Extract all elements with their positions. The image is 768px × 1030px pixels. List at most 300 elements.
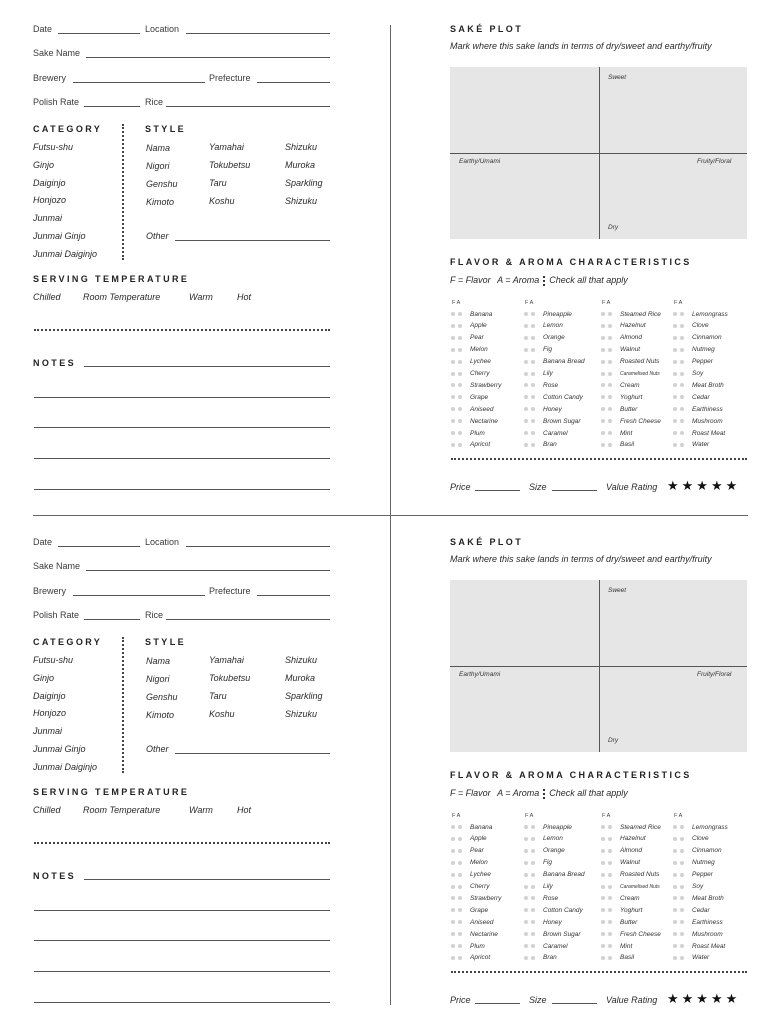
aroma-checkbox[interactable] bbox=[531, 419, 535, 423]
style-option[interactable]: Nigori bbox=[146, 161, 170, 171]
size-label: Size bbox=[529, 482, 547, 492]
flavor-checkbox[interactable] bbox=[673, 372, 677, 376]
aroma-checkbox[interactable] bbox=[608, 372, 612, 376]
aroma-checkbox[interactable] bbox=[608, 312, 612, 316]
aroma-checkbox[interactable] bbox=[458, 873, 462, 877]
aroma-checkbox[interactable] bbox=[531, 348, 535, 352]
flavor-checkbox[interactable] bbox=[451, 360, 455, 364]
aroma-checkbox[interactable] bbox=[458, 372, 462, 376]
style-option[interactable]: Shizuku bbox=[285, 709, 318, 719]
flavor-checkbox[interactable] bbox=[673, 873, 677, 877]
flavor-checkbox[interactable] bbox=[524, 956, 528, 960]
flavor-aroma-label: Caramel bbox=[543, 942, 568, 950]
flavor-aroma-item bbox=[673, 391, 710, 403]
flavor-checkbox[interactable] bbox=[524, 324, 528, 328]
aroma-checkbox[interactable] bbox=[680, 920, 684, 924]
polish-rate-field[interactable] bbox=[84, 619, 140, 620]
flavor-aroma-item bbox=[673, 869, 713, 881]
style-option[interactable]: Yamahai bbox=[209, 142, 244, 152]
category-separator bbox=[122, 124, 124, 260]
category-option[interactable]: Futsu-shu bbox=[33, 655, 74, 665]
aroma-checkbox[interactable] bbox=[458, 407, 462, 411]
style-option[interactable]: Muroka bbox=[285, 160, 316, 170]
aroma-checkbox[interactable] bbox=[680, 956, 684, 960]
flavor-checkbox[interactable] bbox=[601, 849, 605, 853]
category-option[interactable]: Junmai Ginjo bbox=[33, 231, 86, 241]
style-option[interactable]: Nigori bbox=[146, 674, 170, 684]
date-field[interactable] bbox=[58, 546, 140, 547]
flavor-checkbox[interactable] bbox=[524, 896, 528, 900]
flavor-checkbox[interactable] bbox=[451, 348, 455, 352]
flavor-checkbox[interactable] bbox=[451, 419, 455, 423]
flavor-checkbox[interactable] bbox=[451, 372, 455, 376]
sake-plot-area[interactable] bbox=[450, 67, 747, 239]
notes-line[interactable] bbox=[34, 397, 330, 398]
sake-name-field[interactable] bbox=[86, 57, 330, 58]
aroma-checkbox[interactable] bbox=[458, 849, 462, 853]
style-option[interactable]: Muroka bbox=[285, 673, 316, 683]
category-option[interactable]: Daiginjo bbox=[33, 690, 66, 701]
flavor-checkbox[interactable] bbox=[524, 861, 528, 865]
aroma-checkbox[interactable] bbox=[531, 443, 535, 447]
aroma-checkbox[interactable] bbox=[458, 956, 462, 960]
flavor-checkbox[interactable] bbox=[601, 383, 605, 387]
flavor-checkbox[interactable] bbox=[673, 837, 677, 841]
aroma-checkbox[interactable] bbox=[680, 419, 684, 423]
flavor-checkbox[interactable] bbox=[601, 861, 605, 865]
flavor-checkbox[interactable] bbox=[451, 443, 455, 447]
aroma-checkbox[interactable] bbox=[608, 956, 612, 960]
flavor-aroma-label: Lychee bbox=[470, 358, 491, 366]
style-option[interactable]: Genshu bbox=[146, 179, 178, 189]
aroma-checkbox[interactable] bbox=[608, 360, 612, 364]
flavor-aroma-item bbox=[451, 415, 498, 427]
aroma-checkbox[interactable] bbox=[458, 825, 462, 829]
flavor-aroma-label: Walnut bbox=[620, 346, 641, 354]
aroma-checkbox[interactable] bbox=[680, 348, 684, 352]
serving-hot[interactable]: Hot bbox=[237, 292, 252, 302]
flavor-checkbox[interactable] bbox=[673, 849, 677, 853]
flavor-checkbox[interactable] bbox=[451, 885, 455, 889]
flavor-checkbox[interactable] bbox=[451, 920, 455, 924]
flavor-checkbox[interactable] bbox=[451, 395, 455, 399]
category-option[interactable]: Ginjo bbox=[33, 159, 55, 170]
aroma-checkbox[interactable] bbox=[608, 336, 612, 340]
flavor-checkbox[interactable] bbox=[601, 908, 605, 912]
aroma-checkbox[interactable] bbox=[458, 395, 462, 399]
aroma-checkbox[interactable] bbox=[608, 849, 612, 853]
flavor-checkbox[interactable] bbox=[451, 825, 455, 829]
polish-rate-field[interactable] bbox=[84, 106, 140, 107]
category-option[interactable]: Junmai bbox=[33, 726, 63, 737]
flavor-checkbox[interactable] bbox=[673, 419, 677, 423]
aroma-checkbox[interactable] bbox=[680, 873, 684, 877]
flavor-checkbox[interactable] bbox=[601, 956, 605, 960]
flavor-aroma-item bbox=[451, 857, 488, 869]
aroma-checkbox[interactable] bbox=[531, 885, 535, 889]
aroma-checkbox[interactable] bbox=[458, 932, 462, 936]
aroma-checkbox[interactable] bbox=[531, 383, 535, 387]
flavor-checkbox[interactable] bbox=[524, 849, 528, 853]
style-option[interactable]: Kimoto bbox=[146, 197, 175, 207]
aroma-checkbox[interactable] bbox=[458, 431, 462, 435]
aroma-checkbox[interactable] bbox=[680, 395, 684, 399]
aroma-checkbox[interactable] bbox=[531, 956, 535, 960]
flavor-checkbox[interactable] bbox=[673, 861, 677, 865]
aroma-checkbox[interactable] bbox=[608, 395, 612, 399]
aroma-checkbox[interactable] bbox=[680, 885, 684, 889]
flavor-checkbox[interactable] bbox=[673, 431, 677, 435]
flavor-checkbox[interactable] bbox=[451, 932, 455, 936]
aroma-checkbox[interactable] bbox=[608, 348, 612, 352]
aroma-checkbox[interactable] bbox=[608, 383, 612, 387]
style-option[interactable]: Shizuku bbox=[285, 196, 318, 206]
flavor-aroma-label: Strawberry bbox=[470, 381, 502, 389]
prefecture-field[interactable] bbox=[257, 82, 330, 83]
aroma-checkbox[interactable] bbox=[458, 360, 462, 364]
flavor-checkbox[interactable] bbox=[524, 908, 528, 912]
flavor-checkbox[interactable] bbox=[673, 360, 677, 364]
flavor-checkbox[interactable] bbox=[673, 956, 677, 960]
flavor-checkbox[interactable] bbox=[673, 908, 677, 912]
flavor-checkbox[interactable] bbox=[451, 849, 455, 853]
aroma-checkbox[interactable] bbox=[531, 932, 535, 936]
prefecture-field[interactable] bbox=[257, 595, 330, 596]
aroma-checkbox[interactable] bbox=[680, 908, 684, 912]
aroma-checkbox[interactable] bbox=[608, 825, 612, 829]
flavor-checkbox[interactable] bbox=[524, 383, 528, 387]
aroma-checkbox[interactable] bbox=[608, 932, 612, 936]
flavor-checkbox[interactable] bbox=[673, 383, 677, 387]
aroma-checkbox[interactable] bbox=[531, 837, 535, 841]
aroma-checkbox[interactable] bbox=[608, 885, 612, 889]
flavor-checkbox[interactable] bbox=[601, 419, 605, 423]
category-option[interactable]: Junmai bbox=[33, 213, 63, 224]
rice-label: Rice bbox=[145, 97, 164, 107]
flavor-checkbox[interactable] bbox=[601, 896, 605, 900]
style-option[interactable]: Shizuku bbox=[285, 142, 318, 152]
notes-line[interactable] bbox=[34, 427, 330, 428]
polish-rate-label: Polish Rate bbox=[33, 97, 80, 107]
flavor-checkbox[interactable] bbox=[524, 932, 528, 936]
category-option[interactable]: Ginjo bbox=[33, 672, 55, 683]
aroma-checkbox[interactable] bbox=[458, 896, 462, 900]
aroma-checkbox[interactable] bbox=[608, 908, 612, 912]
aroma-checkbox[interactable] bbox=[680, 825, 684, 829]
value-rating-label: Value Rating bbox=[606, 995, 658, 1005]
style-option[interactable]: Genshu bbox=[146, 692, 178, 702]
aroma-checkbox[interactable] bbox=[680, 312, 684, 316]
aroma-checkbox[interactable] bbox=[608, 944, 612, 948]
style-option[interactable]: Koshu bbox=[209, 709, 235, 719]
category-option[interactable]: Honjozo bbox=[33, 195, 67, 206]
notes-line[interactable] bbox=[84, 366, 330, 367]
flavor-checkbox[interactable] bbox=[524, 825, 528, 829]
aroma-checkbox[interactable] bbox=[680, 896, 684, 900]
aroma-checkbox[interactable] bbox=[458, 885, 462, 889]
flavor-checkbox[interactable] bbox=[524, 395, 528, 399]
serving-room-temperature[interactable]: Room Temperature bbox=[83, 292, 161, 302]
aroma-checkbox[interactable] bbox=[608, 873, 612, 877]
aroma-checkbox[interactable] bbox=[531, 324, 535, 328]
notes-line[interactable] bbox=[34, 940, 330, 941]
aroma-checkbox[interactable] bbox=[458, 944, 462, 948]
flavor-aroma-item bbox=[524, 368, 553, 380]
flavor-checkbox[interactable] bbox=[524, 431, 528, 435]
flavor-checkbox[interactable] bbox=[673, 932, 677, 936]
serving-warm[interactable]: Warm bbox=[189, 292, 213, 302]
style-option[interactable]: Nama bbox=[146, 656, 171, 666]
flavor-checkbox[interactable] bbox=[601, 407, 605, 411]
aroma-checkbox[interactable] bbox=[680, 443, 684, 447]
flavor-checkbox[interactable] bbox=[524, 873, 528, 877]
rice-field[interactable] bbox=[166, 106, 330, 107]
style-option[interactable]: Taru bbox=[209, 691, 227, 701]
aroma-checkbox[interactable] bbox=[531, 312, 535, 316]
category-heading: CATEGORY bbox=[33, 124, 103, 134]
flavor-checkbox[interactable] bbox=[601, 324, 605, 328]
notes-line[interactable] bbox=[84, 879, 330, 880]
serving-hot[interactable]: Hot bbox=[237, 805, 252, 815]
flavor-checkbox[interactable] bbox=[601, 885, 605, 889]
aroma-checkbox[interactable] bbox=[531, 920, 535, 924]
aroma-checkbox[interactable] bbox=[458, 312, 462, 316]
style-heading: STYLE bbox=[145, 637, 187, 647]
notes-line[interactable] bbox=[34, 458, 330, 459]
flavor-checkbox[interactable] bbox=[673, 443, 677, 447]
flavor-checkbox[interactable] bbox=[524, 944, 528, 948]
serving-chilled[interactable]: Chilled bbox=[33, 805, 61, 815]
rice-field[interactable] bbox=[166, 619, 330, 620]
aroma-checkbox[interactable] bbox=[680, 431, 684, 435]
aroma-checkbox[interactable] bbox=[531, 372, 535, 376]
aroma-checkbox[interactable] bbox=[608, 896, 612, 900]
flavor-checkbox[interactable] bbox=[451, 896, 455, 900]
flavor-checkbox[interactable] bbox=[524, 920, 528, 924]
flavor-checkbox[interactable] bbox=[524, 419, 528, 423]
flavor-checkbox[interactable] bbox=[451, 324, 455, 328]
aroma-checkbox[interactable] bbox=[531, 395, 535, 399]
notes-line[interactable] bbox=[34, 910, 330, 911]
style-option[interactable]: Tokubetsu bbox=[209, 673, 251, 683]
aroma-checkbox[interactable] bbox=[680, 324, 684, 328]
aroma-checkbox[interactable] bbox=[608, 837, 612, 841]
style-option[interactable]: Koshu bbox=[209, 196, 235, 206]
notes-line[interactable] bbox=[34, 971, 330, 972]
flavor-checkbox[interactable] bbox=[451, 873, 455, 877]
value-rating-stars[interactable]: ★★★★★ bbox=[667, 478, 741, 493]
aroma-checkbox[interactable] bbox=[531, 407, 535, 411]
flavor-checkbox[interactable] bbox=[601, 431, 605, 435]
brewery-field[interactable] bbox=[73, 82, 205, 83]
flavor-checkbox[interactable] bbox=[451, 944, 455, 948]
aroma-checkbox[interactable] bbox=[680, 336, 684, 340]
style-option[interactable]: Shizuku bbox=[285, 655, 318, 665]
flavor-checkbox[interactable] bbox=[601, 932, 605, 936]
flavor-aroma-item bbox=[673, 415, 723, 427]
flavor-checkbox[interactable] bbox=[524, 372, 528, 376]
location-field[interactable] bbox=[186, 546, 330, 547]
style-option[interactable]: Nama bbox=[146, 143, 171, 153]
aroma-checkbox[interactable] bbox=[680, 944, 684, 948]
style-other-field[interactable] bbox=[175, 753, 330, 754]
flavor-checkbox[interactable] bbox=[451, 336, 455, 340]
aroma-checkbox[interactable] bbox=[458, 419, 462, 423]
flavor-checkbox[interactable] bbox=[601, 372, 605, 376]
aroma-checkbox[interactable] bbox=[680, 407, 684, 411]
flavor-legend bbox=[450, 275, 628, 286]
flavor-aroma-label: Mint bbox=[620, 429, 633, 437]
notes-heading: NOTES bbox=[33, 358, 77, 368]
category-option[interactable]: Futsu-shu bbox=[33, 142, 74, 152]
flavor-checkbox[interactable] bbox=[524, 837, 528, 841]
sake-name-field[interactable] bbox=[86, 570, 330, 571]
aroma-checkbox[interactable] bbox=[608, 419, 612, 423]
style-option[interactable]: Taru bbox=[209, 178, 227, 188]
sake-plot-area[interactable] bbox=[450, 580, 747, 752]
legend-separator bbox=[543, 276, 545, 286]
aroma-checkbox[interactable] bbox=[531, 336, 535, 340]
size-field[interactable] bbox=[552, 490, 597, 491]
flavor-checkbox[interactable] bbox=[451, 383, 455, 387]
aroma-checkbox[interactable] bbox=[458, 443, 462, 447]
flavor-checkbox[interactable] bbox=[673, 312, 677, 316]
flavor-checkbox[interactable] bbox=[451, 312, 455, 316]
date-field[interactable] bbox=[58, 33, 140, 34]
aroma-checkbox[interactable] bbox=[680, 861, 684, 865]
aroma-checkbox[interactable] bbox=[531, 908, 535, 912]
flavor-checkbox[interactable] bbox=[601, 920, 605, 924]
category-option[interactable]: Junmai Daiginjo bbox=[33, 761, 98, 772]
aroma-checkbox[interactable] bbox=[458, 837, 462, 841]
flavor-checkbox[interactable] bbox=[524, 312, 528, 316]
flavor-checkbox[interactable] bbox=[601, 825, 605, 829]
flavor-checkbox[interactable] bbox=[601, 837, 605, 841]
aroma-checkbox[interactable] bbox=[680, 837, 684, 841]
aroma-checkbox[interactable] bbox=[608, 407, 612, 411]
notes-line[interactable] bbox=[34, 1002, 330, 1003]
flavor-checkbox[interactable] bbox=[451, 908, 455, 912]
aroma-checkbox[interactable] bbox=[531, 431, 535, 435]
flavor-checkbox[interactable] bbox=[673, 324, 677, 328]
flavor-checkbox[interactable] bbox=[673, 944, 677, 948]
aroma-checkbox[interactable] bbox=[608, 920, 612, 924]
size-field[interactable] bbox=[552, 1003, 597, 1004]
aroma-checkbox[interactable] bbox=[531, 944, 535, 948]
flavor-checkbox[interactable] bbox=[524, 443, 528, 447]
style-other-field[interactable] bbox=[175, 240, 330, 241]
aroma-checkbox[interactable] bbox=[680, 372, 684, 376]
aroma-checkbox[interactable] bbox=[608, 861, 612, 865]
flavor-checkbox[interactable] bbox=[673, 348, 677, 352]
aroma-checkbox[interactable] bbox=[458, 861, 462, 865]
flavor-checkbox[interactable] bbox=[601, 348, 605, 352]
style-option[interactable]: Yamahai bbox=[209, 655, 244, 665]
flavor-checkbox[interactable] bbox=[601, 312, 605, 316]
flavor-checkbox[interactable] bbox=[601, 360, 605, 364]
flavor-checkbox[interactable] bbox=[451, 956, 455, 960]
prefecture-label: Prefecture bbox=[209, 73, 251, 83]
flavor-aroma-label: Roasted Nuts bbox=[620, 358, 660, 366]
flavor-checkbox[interactable] bbox=[451, 431, 455, 435]
aroma-checkbox[interactable] bbox=[531, 896, 535, 900]
location-field[interactable] bbox=[186, 33, 330, 34]
aroma-checkbox[interactable] bbox=[531, 825, 535, 829]
aroma-checkbox[interactable] bbox=[608, 324, 612, 328]
serving-warm[interactable]: Warm bbox=[189, 805, 213, 815]
category-option[interactable]: Junmai Daiginjo bbox=[33, 248, 98, 259]
flavor-checkbox[interactable] bbox=[673, 825, 677, 829]
style-option[interactable]: Sparkling bbox=[285, 178, 323, 188]
aroma-checkbox[interactable] bbox=[531, 861, 535, 865]
aroma-checkbox[interactable] bbox=[458, 383, 462, 387]
category-option[interactable]: Honjozo bbox=[33, 708, 67, 719]
aroma-checkbox[interactable] bbox=[458, 336, 462, 340]
aroma-checkbox[interactable] bbox=[458, 920, 462, 924]
flavor-checkbox[interactable] bbox=[601, 336, 605, 340]
flavor-aroma-item bbox=[451, 869, 491, 881]
flavor-checkbox[interactable] bbox=[451, 861, 455, 865]
brewery-field[interactable] bbox=[73, 595, 205, 596]
flavor-checkbox[interactable] bbox=[673, 407, 677, 411]
flavor-checkbox[interactable] bbox=[601, 395, 605, 399]
style-option[interactable]: Tokubetsu bbox=[209, 160, 251, 170]
aroma-checkbox[interactable] bbox=[680, 932, 684, 936]
flavor-checkbox[interactable] bbox=[673, 395, 677, 399]
legend-separator bbox=[543, 789, 545, 799]
flavor-checkbox[interactable] bbox=[601, 873, 605, 877]
flavor-checkbox[interactable] bbox=[673, 920, 677, 924]
aroma-checkbox[interactable] bbox=[458, 324, 462, 328]
aroma-checkbox[interactable] bbox=[680, 849, 684, 853]
serving-room-temperature[interactable]: Room Temperature bbox=[83, 805, 161, 815]
flavor-checkbox[interactable] bbox=[524, 407, 528, 411]
serving-chilled[interactable]: Chilled bbox=[33, 292, 61, 302]
category-option[interactable]: Daiginjo bbox=[33, 177, 66, 188]
flavor-checkbox[interactable] bbox=[673, 896, 677, 900]
flavor-checkbox[interactable] bbox=[451, 407, 455, 411]
aroma-checkbox[interactable] bbox=[531, 849, 535, 853]
price-field[interactable] bbox=[475, 490, 520, 491]
aroma-checkbox[interactable] bbox=[680, 360, 684, 364]
aroma-checkbox[interactable] bbox=[458, 908, 462, 912]
aroma-checkbox[interactable] bbox=[458, 348, 462, 352]
aroma-checkbox[interactable] bbox=[680, 383, 684, 387]
notes-line[interactable] bbox=[34, 489, 330, 490]
flavor-checkbox[interactable] bbox=[673, 885, 677, 889]
flavor-checkbox[interactable] bbox=[601, 944, 605, 948]
flavor-checkbox[interactable] bbox=[524, 348, 528, 352]
flavor-checkbox[interactable] bbox=[673, 336, 677, 340]
category-option[interactable]: Junmai Ginjo bbox=[33, 744, 86, 754]
style-option[interactable]: Sparkling bbox=[285, 691, 323, 701]
flavor-checkbox[interactable] bbox=[601, 443, 605, 447]
aroma-checkbox[interactable] bbox=[608, 431, 612, 435]
flavor-aroma-item bbox=[673, 320, 709, 332]
flavor-checkbox[interactable] bbox=[524, 360, 528, 364]
flavor-aroma-item bbox=[601, 356, 659, 368]
flavor-checkbox[interactable] bbox=[524, 336, 528, 340]
flavor-aroma-label: Lychee bbox=[470, 871, 491, 879]
aroma-checkbox[interactable] bbox=[531, 873, 535, 877]
aroma-checkbox[interactable] bbox=[531, 360, 535, 364]
flavor-checkbox[interactable] bbox=[451, 837, 455, 841]
price-field[interactable] bbox=[475, 1003, 520, 1004]
flavor-checkbox[interactable] bbox=[524, 885, 528, 889]
aroma-checkbox[interactable] bbox=[608, 443, 612, 447]
style-option[interactable]: Kimoto bbox=[146, 710, 175, 720]
value-rating-stars[interactable]: ★★★★★ bbox=[667, 991, 741, 1006]
